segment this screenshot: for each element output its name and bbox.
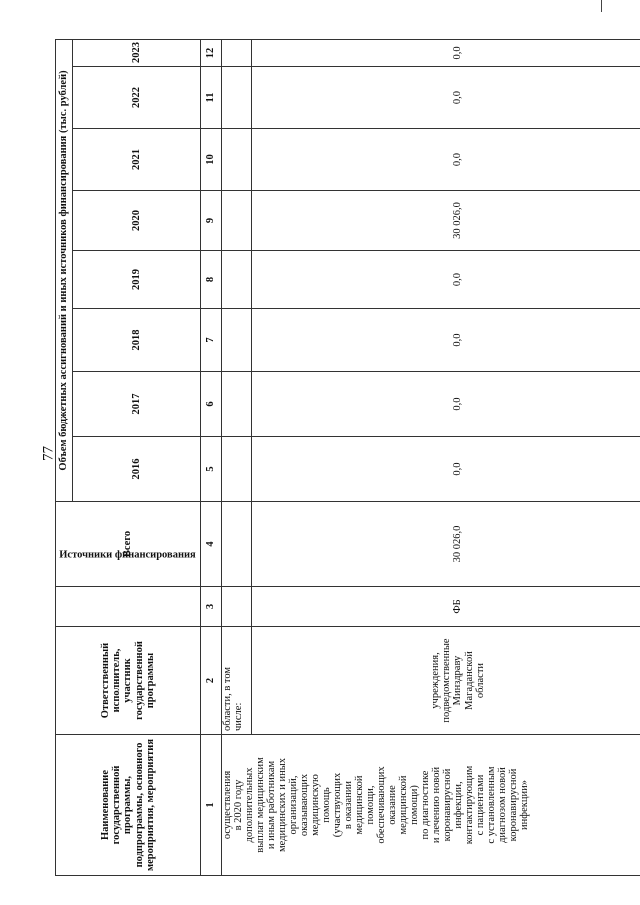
column-number: 12 [201,39,222,66]
header-source [56,549,201,627]
header-year: 2019 [73,251,201,309]
row-prev-executor: области, в том числе: [222,627,252,735]
row-name-cell: осуществления в 2020 году дополнительных выплат медицинским и иным работникам медицинских и иных организаций, оказывающих медицинскую помощь (участвующих в оказании медицинской помощи, обеспечивающих оказание медицинской помощи) по диагностике и лечению новой коронавирусной инфекции, контактирующим с пациентами с установленным диагнозом новой коронавирусной инфекции» [222,735,640,876]
empty-cell [222,502,252,587]
column-number: 9 [201,191,222,251]
header-year: 2021 [73,129,201,191]
header-funding-group: Объем бюджетных ассигнований и иных источников финансирования (тыс. рублей) [56,39,73,501]
header-year: 2022 [73,67,201,129]
row-executor: учреждения, подведомственные Минздраву Магаданской области [252,627,640,735]
funding-table-rotated [55,40,640,876]
header-year: 2018 [73,309,201,372]
row-source: ФБ [252,587,640,627]
column-number: 6 [201,372,222,437]
row-value-2020: 30 026,0 [252,191,640,251]
column-number: 10 [201,129,222,191]
column-number: 3 [201,587,222,627]
row-total: 30 026,0 [252,502,640,587]
column-number: 8 [201,251,222,309]
empty-cell [222,587,252,627]
row-value-2023: 0,0 [252,39,640,66]
page-number: 77 [40,446,57,461]
empty-cell [222,309,252,372]
empty-cell [222,129,252,191]
row-value-2016: 0,0 [252,437,640,502]
column-number: 11 [201,67,222,129]
empty-cell [222,39,252,66]
row-value-2019: 0,0 [252,251,640,309]
column-number: 4 [201,502,222,587]
row-value-2021: 0,0 [252,129,640,191]
column-number: 7 [201,309,222,372]
empty-cell [222,191,252,251]
header-source-text: Источники финансирования [59,549,197,561]
column-number: 5 [201,437,222,502]
column-number: 2 [201,627,222,735]
scan-mark [601,0,602,12]
empty-cell [222,67,252,129]
header-name: Наименование государственной программы, подпрограммы, основного мероприятия, мероприятия [56,735,201,876]
header-total: Всего [56,502,201,587]
header-year: 2016 [73,437,201,502]
empty-cell [222,372,252,437]
header-year: 2020 [73,191,201,251]
funding-table [55,39,640,876]
header-year: 2023 [73,39,201,66]
header-year: 2017 [73,372,201,437]
column-number: 1 [201,735,222,876]
row-value-2017: 0,0 [252,372,640,437]
empty-cell [222,251,252,309]
header-executor: Ответственный исполнитель, участник государственной программы [56,627,201,735]
empty-cell [222,437,252,502]
row-value-2022: 0,0 [252,67,640,129]
row-value-2018: 0,0 [252,309,640,372]
